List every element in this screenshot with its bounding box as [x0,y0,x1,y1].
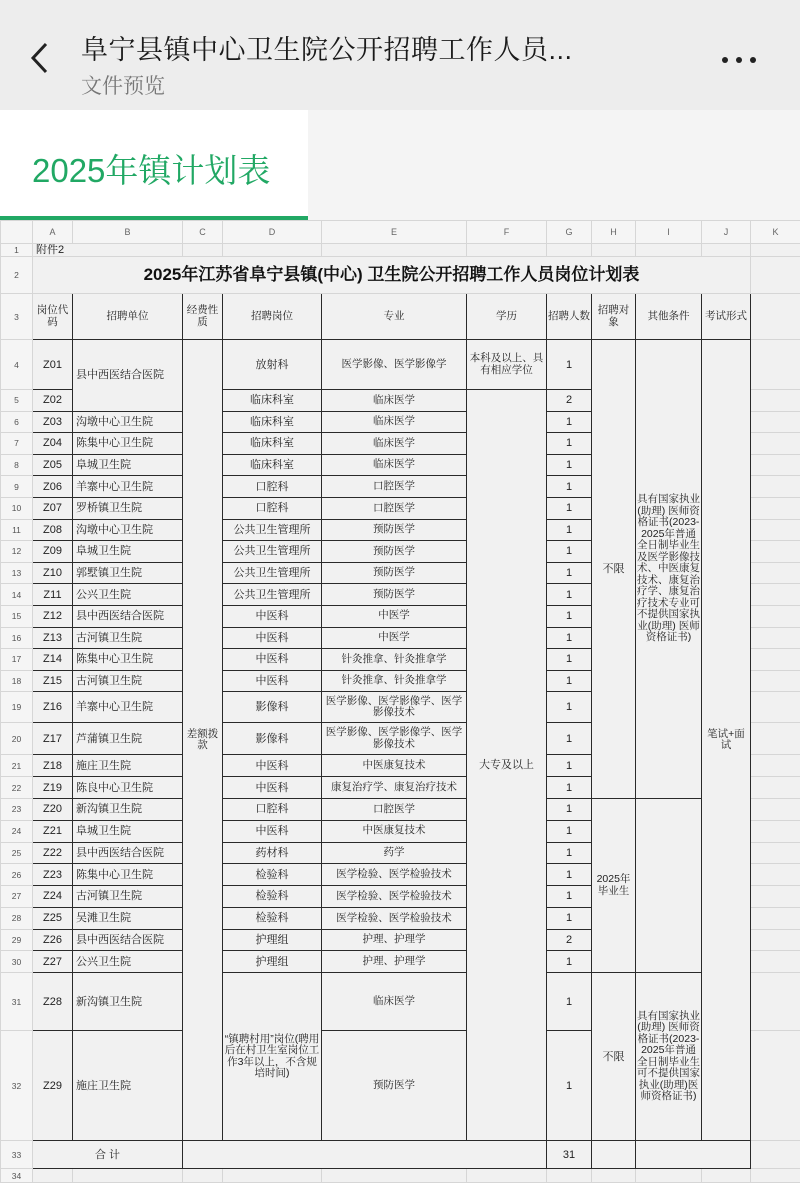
cell[interactable] [751,244,800,257]
row-number[interactable]: 31 [1,973,33,1031]
column-header-f[interactable]: F [467,221,547,244]
column-header-b[interactable]: B [73,221,183,244]
major-cell[interactable]: 临床医学 [322,411,467,433]
post-code-cell[interactable]: Z02 [33,390,73,412]
post-cell[interactable]: 中医科 [223,627,322,649]
cell[interactable] [751,627,800,649]
conditions-cell[interactable]: 具有国家执业(助理) 医师资格证书(2023-2025年普通全日制毕业生及医学影像技术、中医康复技术、康复治疗学、康复治疗技术专业可不提供国家执业(助理) 医师资格证书) [636,340,702,799]
row-number[interactable]: 25 [1,842,33,864]
column-title-cell[interactable]: 考试形式 [702,294,751,340]
cell[interactable] [751,842,800,864]
post-code-cell[interactable]: Z07 [33,497,73,519]
row-number[interactable]: 22 [1,777,33,799]
major-cell[interactable]: 口腔医学 [322,497,467,519]
cell[interactable] [467,244,547,257]
post-code-cell[interactable]: Z04 [33,433,73,455]
major-cell[interactable]: 针灸推拿、针灸推拿学 [322,649,467,671]
unit-cell[interactable]: 县中西医结合医院 [73,929,183,951]
row-number[interactable]: 3 [1,294,33,340]
row-number[interactable]: 26 [1,864,33,886]
row-number[interactable]: 29 [1,929,33,951]
column-title-cell[interactable]: 招聘人数 [547,294,592,340]
count-cell[interactable]: 1 [547,755,592,777]
sheet-tab-label: 2025年镇计划表 [32,145,270,192]
column-title-cell[interactable]: 招聘对象 [592,294,636,340]
count-cell[interactable]: 1 [547,411,592,433]
post-cell[interactable]: 临床科室 [223,433,322,455]
sheet-row [1,1141,800,1169]
row-number[interactable]: 17 [1,649,33,671]
major-cell[interactable]: 中医康复技术 [322,820,467,842]
row-number[interactable]: 6 [1,411,33,433]
count-cell[interactable]: 1 [547,541,592,563]
post-code-cell[interactable]: Z01 [33,340,73,390]
row-number[interactable]: 13 [1,562,33,584]
post-cell[interactable]: 中医科 [223,649,322,671]
count-cell[interactable]: 1 [547,497,592,519]
count-cell[interactable]: 1 [547,777,592,799]
post-code-cell[interactable]: Z29 [33,1031,73,1141]
cell[interactable] [751,670,800,692]
cell[interactable] [751,257,800,294]
sheet-row [1,340,800,390]
count-cell[interactable]: 1 [547,798,592,820]
unit-cell[interactable]: 古河镇卫生院 [73,670,183,692]
post-code-cell[interactable]: Z22 [33,842,73,864]
count-cell[interactable]: 1 [547,886,592,908]
count-cell[interactable]: 1 [547,627,592,649]
post-cell[interactable]: 临床科室 [223,411,322,433]
cell[interactable] [751,497,800,519]
row-number[interactable]: 7 [1,433,33,455]
unit-cell[interactable]: 陈良中心卫生院 [73,777,183,799]
row-number[interactable]: 18 [1,670,33,692]
major-cell[interactable]: 中医学 [322,627,467,649]
sheet-row [1,221,800,244]
cell[interactable] [751,723,800,755]
unit-cell[interactable]: 陈集中心卫生院 [73,433,183,455]
row-number[interactable]: 4 [1,340,33,390]
major-cell[interactable]: 医学影像、医学影像学、医学影像技术 [322,723,467,755]
major-cell[interactable]: 临床医学 [322,454,467,476]
count-cell[interactable]: 2 [547,929,592,951]
cell[interactable] [751,951,800,973]
post-code-cell[interactable]: Z08 [33,519,73,541]
cell[interactable] [751,519,800,541]
count-cell[interactable]: 1 [547,340,592,390]
sheet-row [1,798,800,820]
post-code-cell[interactable]: Z06 [33,476,73,498]
post-cell[interactable]: “镇聘村用”岗位(聘用后在村卫生室岗位工作3年以上，不含规培时间) [223,973,322,1141]
major-cell[interactable]: 医学检验、医学检验技术 [322,886,467,908]
cell[interactable] [702,244,751,257]
cell[interactable] [751,864,800,886]
cell[interactable] [751,755,800,777]
post-cell[interactable]: 中医科 [223,605,322,627]
count-cell[interactable]: 1 [547,584,592,606]
exam-cell[interactable]: 笔试+面试 [702,340,751,1141]
column-header-i[interactable]: I [636,221,702,244]
unit-cell[interactable]: 古河镇卫生院 [73,886,183,908]
major-cell[interactable]: 预防医学 [322,562,467,584]
post-code-cell[interactable]: Z26 [33,929,73,951]
select-all-corner[interactable] [1,221,33,244]
count-cell[interactable]: 1 [547,723,592,755]
row-number[interactable]: 1 [1,244,33,257]
document-subtitle: 文件预览 [81,70,165,100]
education-cell[interactable]: 本科及以上、具有相应学位 [467,340,547,390]
count-cell[interactable]: 1 [547,454,592,476]
cell[interactable] [751,541,800,563]
column-header-c[interactable]: C [183,221,223,244]
unit-cell[interactable]: 阜城卫生院 [73,454,183,476]
post-cell[interactable]: 影像科 [223,692,322,723]
count-cell[interactable]: 1 [547,562,592,584]
post-code-cell[interactable]: Z03 [33,411,73,433]
cell[interactable] [322,244,467,257]
post-cell[interactable]: 中医科 [223,820,322,842]
post-code-cell[interactable]: Z13 [33,627,73,649]
row-number[interactable]: 30 [1,951,33,973]
cell[interactable] [751,692,800,723]
post-code-cell[interactable]: Z14 [33,649,73,671]
major-cell[interactable]: 康复治疗学、康复治疗技术 [322,777,467,799]
unit-cell[interactable]: 芦蒲镇卫生院 [73,723,183,755]
post-cell[interactable]: 检验科 [223,864,322,886]
post-cell[interactable]: 检验科 [223,907,322,929]
unit-cell[interactable]: 施庄卫生院 [73,1031,183,1141]
target-cell[interactable]: 不限 [592,340,636,799]
count-cell[interactable]: 1 [547,1031,592,1141]
document-title: 阜宁县镇中心卫生院公开招聘工作人员... [81,28,573,67]
post-code-cell[interactable]: Z19 [33,777,73,799]
count-cell[interactable]: 1 [547,907,592,929]
major-cell[interactable]: 中医康复技术 [322,755,467,777]
sheet-row [1,257,800,294]
post-cell[interactable]: 药材科 [223,842,322,864]
major-cell[interactable]: 医学影像、医学影像学、医学影像技术 [322,692,467,723]
post-cell[interactable]: 中医科 [223,670,322,692]
major-cell[interactable]: 护理、护理学 [322,951,467,973]
unit-cell[interactable]: 阜城卫生院 [73,541,183,563]
total-label-cell[interactable]: 合 计 [33,1141,183,1169]
column-header-h[interactable]: H [592,221,636,244]
post-code-cell[interactable]: Z15 [33,670,73,692]
spreadsheet-grid[interactable] [0,220,800,1183]
column-header-k[interactable]: K [751,221,800,244]
row-number[interactable]: 16 [1,627,33,649]
post-cell[interactable]: 临床科室 [223,454,322,476]
count-cell[interactable]: 1 [547,519,592,541]
row-number[interactable]: 2 [1,257,33,294]
cell[interactable] [751,777,800,799]
cell[interactable] [751,649,800,671]
post-cell[interactable]: 影像科 [223,723,322,755]
count-cell[interactable]: 1 [547,951,592,973]
major-cell[interactable]: 中医学 [322,605,467,627]
post-code-cell[interactable]: Z17 [33,723,73,755]
unit-cell[interactable]: 罗桥镇卫生院 [73,497,183,519]
post-code-cell[interactable]: Z16 [33,692,73,723]
post-cell[interactable]: 护理组 [223,929,322,951]
post-cell[interactable]: 放射科 [223,340,322,390]
row-number[interactable]: 12 [1,541,33,563]
row-number[interactable]: 10 [1,497,33,519]
post-cell[interactable]: 中医科 [223,777,322,799]
post-code-cell[interactable]: Z20 [33,798,73,820]
row-number[interactable]: 33 [1,1141,33,1169]
cell[interactable] [751,411,800,433]
sheet-row [1,973,800,1031]
cell[interactable] [751,454,800,476]
funding-cell[interactable]: 差额拨款 [183,340,223,1141]
count-cell[interactable]: 1 [547,692,592,723]
cell[interactable] [751,294,800,340]
row-number[interactable]: 20 [1,723,33,755]
row-number[interactable]: 5 [1,390,33,412]
unit-cell[interactable]: 公兴卫生院 [73,951,183,973]
post-code-cell[interactable]: Z28 [33,973,73,1031]
cell[interactable] [547,244,592,257]
post-cell[interactable]: 检验科 [223,886,322,908]
cell[interactable] [751,433,800,455]
column-title-cell[interactable]: 其他条件 [636,294,702,340]
major-cell[interactable]: 临床医学 [322,973,467,1031]
post-cell[interactable]: 公共卫生管理所 [223,562,322,584]
target-cell[interactable]: 2025年毕业生 [592,798,636,972]
post-code-cell[interactable]: Z24 [33,886,73,908]
conditions-cell[interactable] [636,798,702,972]
unit-cell[interactable]: 沟墩中心卫生院 [73,519,183,541]
post-cell[interactable]: 公共卫生管理所 [223,541,322,563]
count-cell[interactable]: 1 [547,842,592,864]
row-number[interactable]: 23 [1,798,33,820]
post-cell[interactable]: 口腔科 [223,497,322,519]
cell[interactable] [751,584,800,606]
major-cell[interactable]: 预防医学 [322,584,467,606]
column-header-g[interactable]: G [547,221,592,244]
unit-cell[interactable]: 新沟镇卫生院 [73,973,183,1031]
cell[interactable] [751,605,800,627]
unit-cell[interactable]: 阜城卫生院 [73,820,183,842]
unit-cell[interactable]: 施庄卫生院 [73,755,183,777]
unit-cell[interactable]: 沟墩中心卫生院 [73,411,183,433]
post-cell[interactable]: 公共卫生管理所 [223,519,322,541]
column-title-cell[interactable]: 专业 [322,294,467,340]
count-cell[interactable]: 2 [547,390,592,412]
major-cell[interactable]: 临床医学 [322,390,467,412]
major-cell[interactable]: 口腔医学 [322,798,467,820]
more-dots-icon[interactable] [722,48,766,72]
major-cell[interactable]: 针灸推拿、针灸推拿学 [322,670,467,692]
column-header-d[interactable]: D [223,221,322,244]
sheet-tab-2025[interactable] [0,110,308,216]
row-number[interactable]: 32 [1,1031,33,1141]
cell[interactable] [751,562,800,584]
cell[interactable] [751,907,800,929]
column-header-e[interactable]: E [322,221,467,244]
cell[interactable] [751,973,800,1031]
row-number[interactable]: 28 [1,907,33,929]
post-cell[interactable]: 公共卫生管理所 [223,584,322,606]
column-header-j[interactable]: J [702,221,751,244]
post-cell[interactable]: 中医科 [223,755,322,777]
post-code-cell[interactable]: Z23 [33,864,73,886]
column-title-cell[interactable]: 经费性质 [183,294,223,340]
post-code-cell[interactable]: Z09 [33,541,73,563]
row-number[interactable]: 27 [1,886,33,908]
cell[interactable] [592,1141,636,1169]
major-cell[interactable]: 口腔医学 [322,476,467,498]
column-title-cell[interactable]: 招聘单位 [73,294,183,340]
sheet-title-cell[interactable]: 2025年江苏省阜宁县镇(中心) 卫生院公开招聘工作人员岗位计划表 [33,257,751,294]
unit-cell[interactable]: 公兴卫生院 [73,584,183,606]
count-cell[interactable]: 1 [547,670,592,692]
column-title-cell[interactable]: 学历 [467,294,547,340]
post-cell[interactable]: 口腔科 [223,476,322,498]
cell[interactable] [223,244,322,257]
post-code-cell[interactable]: Z21 [33,820,73,842]
cell-attachment-label[interactable]: 附件2 [33,244,183,257]
row-number[interactable]: 14 [1,584,33,606]
row-number[interactable]: 19 [1,692,33,723]
unit-cell[interactable]: 吴滩卫生院 [73,907,183,929]
chevron-left-icon[interactable] [26,38,56,78]
unit-cell[interactable]: 郭墅镇卫生院 [73,562,183,584]
major-cell[interactable]: 预防医学 [322,541,467,563]
cell[interactable] [636,1141,751,1169]
sheet-row [1,244,800,257]
post-cell[interactable]: 临床科室 [223,390,322,412]
post-code-cell[interactable]: Z05 [33,454,73,476]
column-header-a[interactable]: A [33,221,73,244]
post-code-cell[interactable]: Z25 [33,907,73,929]
post-code-cell[interactable]: Z27 [33,951,73,973]
post-code-cell[interactable]: Z10 [33,562,73,584]
count-cell[interactable]: 1 [547,605,592,627]
row-number[interactable]: 24 [1,820,33,842]
count-cell[interactable]: 1 [547,476,592,498]
row-number[interactable]: 9 [1,476,33,498]
major-cell[interactable]: 医学检验、医学检验技术 [322,864,467,886]
cell[interactable] [751,929,800,951]
major-cell[interactable]: 医学影像、医学影像学 [322,340,467,390]
major-cell[interactable]: 预防医学 [322,1031,467,1141]
cell[interactable] [751,1141,800,1169]
conditions-cell[interactable]: 具有国家执业(助理) 医师资格证书(2023-2025年普通全日制毕业生可不提供国家执业(助理)医师资格证书) [636,973,702,1141]
unit-cell[interactable]: 新沟镇卫生院 [73,798,183,820]
cell[interactable] [751,476,800,498]
total-count-cell[interactable]: 31 [547,1141,592,1169]
major-cell[interactable]: 医学检验、医学检验技术 [322,907,467,929]
cell[interactable] [183,244,223,257]
sheet-row [1,294,800,340]
row-number[interactable]: 21 [1,755,33,777]
cell[interactable] [592,244,636,257]
unit-cell[interactable]: 县中西医结合医院 [73,842,183,864]
column-title-cell[interactable]: 岗位代码 [33,294,73,340]
education-cell[interactable]: 大专及以上 [467,390,547,1141]
cell[interactable] [751,798,800,820]
cell[interactable] [751,1031,800,1141]
row-number[interactable]: 8 [1,454,33,476]
cell[interactable] [751,340,800,390]
target-cell[interactable]: 不限 [592,973,636,1141]
unit-cell[interactable]: 县中西医结合医院 [73,605,183,627]
post-code-cell[interactable]: Z11 [33,584,73,606]
post-code-cell[interactable]: Z12 [33,605,73,627]
row-number[interactable]: 15 [1,605,33,627]
major-cell[interactable]: 临床医学 [322,433,467,455]
row-number[interactable]: 11 [1,519,33,541]
major-cell[interactable]: 预防医学 [322,519,467,541]
post-cell[interactable]: 口腔科 [223,798,322,820]
count-cell[interactable]: 1 [547,820,592,842]
major-cell[interactable]: 护理、护理学 [322,929,467,951]
post-code-cell[interactable]: Z18 [33,755,73,777]
column-title-cell[interactable]: 招聘岗位 [223,294,322,340]
unit-cell[interactable]: 羊寨中心卫生院 [73,476,183,498]
major-cell[interactable]: 药学 [322,842,467,864]
app-header [0,0,800,110]
row-number[interactable]: 34 [1,1169,33,1183]
cell[interactable] [751,390,800,412]
unit-cell[interactable]: 陈集中心卫生院 [73,649,183,671]
count-cell[interactable]: 1 [547,864,592,886]
count-cell[interactable]: 1 [547,433,592,455]
cell[interactable] [183,1141,547,1169]
unit-cell[interactable]: 陈集中心卫生院 [73,864,183,886]
unit-cell[interactable]: 古河镇卫生院 [73,627,183,649]
cell[interactable] [751,886,800,908]
unit-cell[interactable]: 县中西医结合医院 [73,340,183,412]
cell[interactable] [751,820,800,842]
sheet-tab-bar [0,110,800,220]
unit-cell[interactable]: 羊寨中心卫生院 [73,692,183,723]
count-cell[interactable]: 1 [547,973,592,1031]
cell[interactable] [636,244,702,257]
count-cell[interactable]: 1 [547,649,592,671]
post-cell[interactable]: 护理组 [223,951,322,973]
